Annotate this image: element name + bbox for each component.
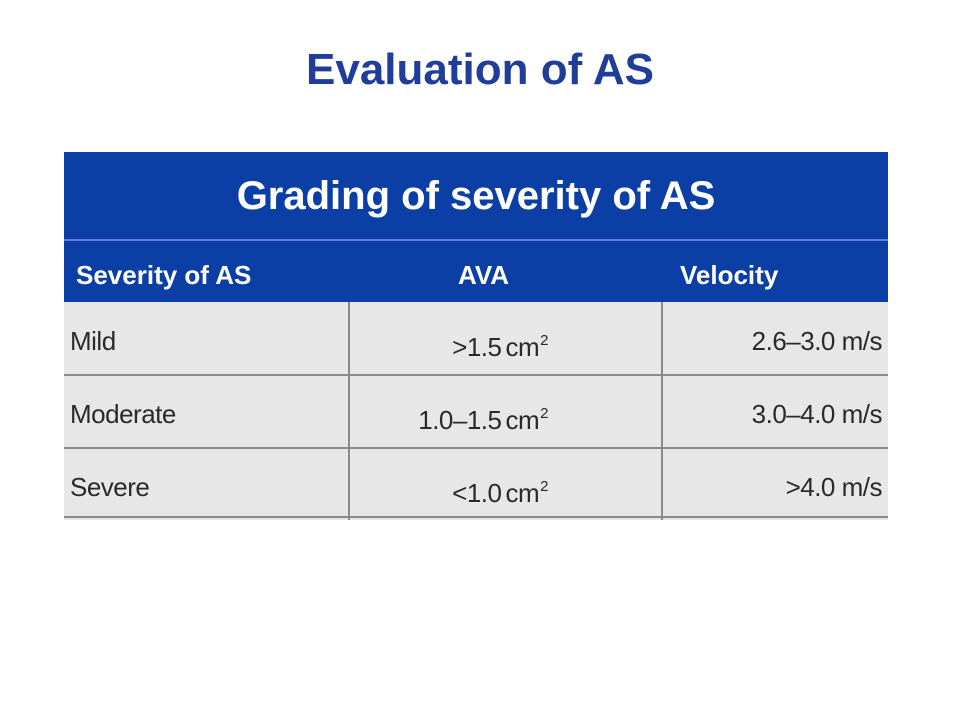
ava-unit: cm — [505, 478, 540, 508]
slide-title: Evaluation of AS — [306, 45, 654, 94]
severity-cell: Mild — [70, 326, 116, 356]
table-body — [64, 302, 888, 520]
ava-unit: cm — [505, 332, 540, 362]
ava-cell — [452, 470, 548, 510]
ava-cell — [418, 397, 548, 437]
severity-cell: Severe — [70, 472, 150, 502]
ava-exponent: 2 — [540, 405, 548, 422]
table-title: Grading of severity of AS — [236, 174, 716, 218]
ava-cell — [452, 324, 548, 364]
column-header-severity: Severity of AS — [76, 260, 252, 290]
header-divider — [64, 239, 888, 241]
ava-exponent: 2 — [540, 478, 548, 495]
table-row-moderate — [64, 375, 888, 447]
velocity-cell: 3.0–4.0 m/s — [751, 399, 882, 429]
severity-cell: Moderate — [70, 399, 176, 429]
ava-exponent: 2 — [540, 332, 548, 349]
table-header — [64, 152, 888, 302]
column-header-ava: AVA — [458, 260, 510, 290]
table-row-mild — [64, 302, 888, 374]
ava-value: <1.0 — [452, 478, 502, 508]
velocity-cell: 2.6–3.0 m/s — [751, 326, 882, 356]
ava-value: 1.0–1.5 — [418, 405, 502, 435]
ava-value: >1.5 — [452, 332, 502, 362]
column-header-velocity: Velocity — [680, 260, 779, 290]
table-row-severe — [64, 448, 888, 520]
ava-unit: cm — [505, 405, 540, 435]
velocity-cell: >4.0 m/s — [785, 472, 882, 502]
